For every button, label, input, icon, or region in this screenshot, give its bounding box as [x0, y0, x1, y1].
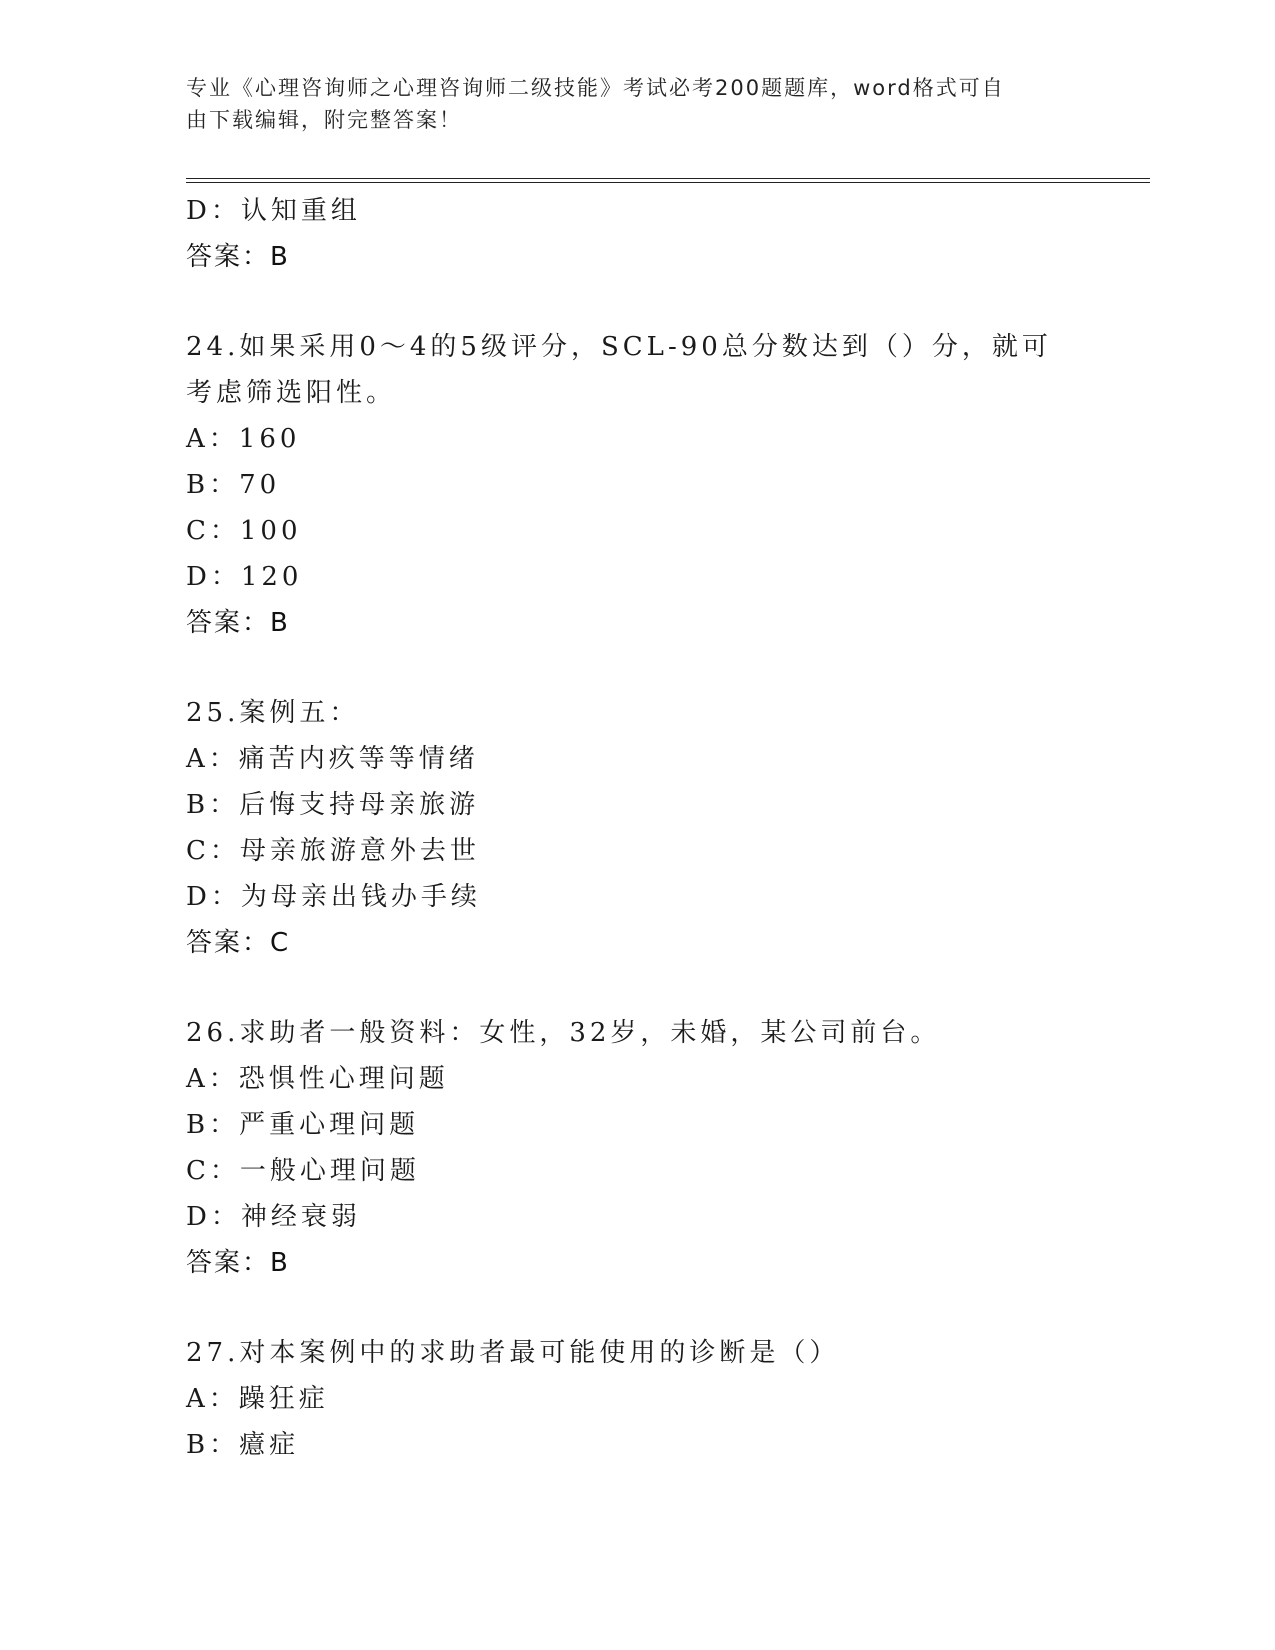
- option-c: C：母亲旅游意外去世: [186, 836, 480, 866]
- answer-line: 答案：B: [186, 242, 290, 272]
- header-divider: [186, 178, 1150, 183]
- question-26: [186, 1010, 1086, 1286]
- question-27: [186, 1330, 1086, 1468]
- header-line-1: 专业《心理咨询师之心理咨询师二级技能》考试必考200题题库，word格式可自: [186, 76, 1005, 100]
- question-text: 24.如果采用0～4的5级评分，SCL-90总分数达到（）分，就可考虑筛选阳性。: [186, 332, 1052, 408]
- option-d: D：120: [186, 562, 303, 592]
- question-fragment: [186, 188, 1086, 280]
- question-text: 25.案例五：: [186, 698, 360, 728]
- answer-line: 答案：C: [186, 928, 291, 958]
- question-24: [186, 324, 1086, 646]
- option-d: D：认知重组: [186, 196, 361, 226]
- question-text: 26.求助者一般资料：女性，32岁，未婚，某公司前台。: [186, 1018, 941, 1048]
- question-list: [186, 188, 1086, 1468]
- option-b: B：70: [186, 470, 281, 500]
- answer-line: 答案：B: [186, 1248, 290, 1278]
- question-text: 27.对本案例中的求助者最可能使用的诊断是（）: [186, 1338, 840, 1368]
- answer-line: 答案：B: [186, 608, 290, 638]
- option-c: C：100: [186, 516, 302, 546]
- option-a: A：160: [186, 424, 301, 454]
- option-b: B：癔症: [186, 1430, 300, 1460]
- question-25: [186, 690, 1086, 966]
- option-b: B：严重心理问题: [186, 1110, 420, 1140]
- option-c: C：一般心理问题: [186, 1156, 420, 1186]
- option-a: A：恐惧性心理问题: [186, 1064, 449, 1094]
- option-d: D：为母亲出钱办手续: [186, 882, 481, 912]
- header-line-2: 由下载编辑，附完整答案！: [186, 108, 462, 132]
- option-d: D：神经衰弱: [186, 1202, 361, 1232]
- option-b: B：后悔支持母亲旅游: [186, 790, 480, 820]
- option-a: A：躁狂症: [186, 1384, 329, 1414]
- page-header: [186, 72, 1066, 136]
- option-a: A：痛苦内疚等等情绪: [186, 744, 479, 774]
